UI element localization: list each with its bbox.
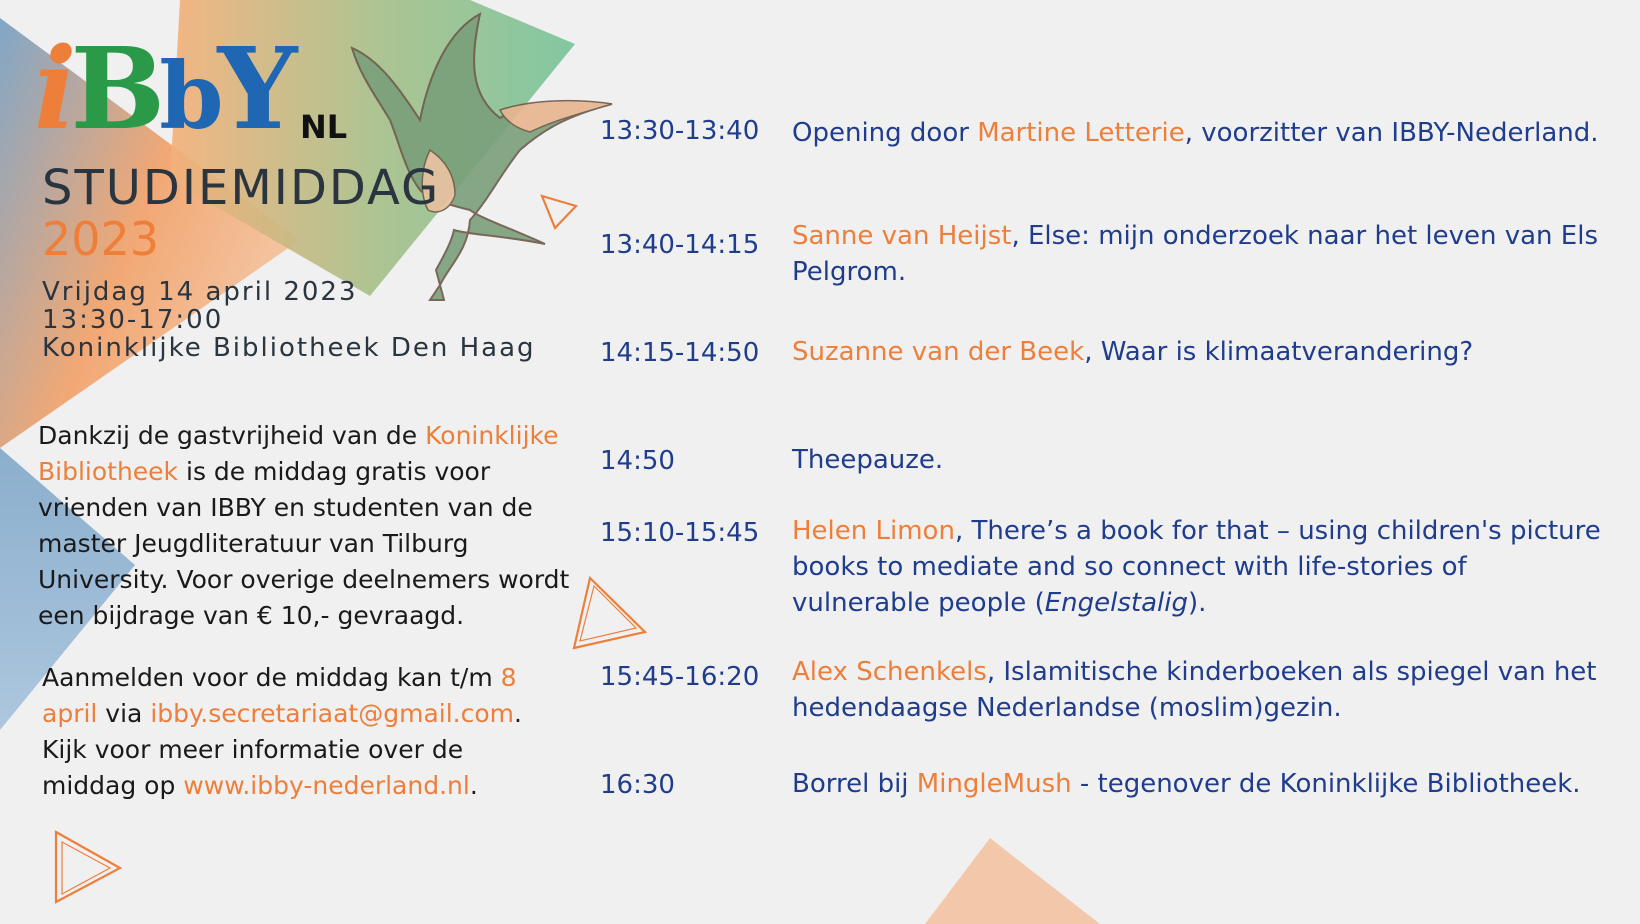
language-note: Engelstalig	[1044, 588, 1188, 618]
website-link[interactable]: www.ibby-nederland.nl	[183, 771, 470, 800]
schedule-text: , Islamitische kinderboeken als spiegel van het hedendaagse Nederlandse (moslim)gezin.	[792, 657, 1597, 723]
speaker-name: Sanne van Heijst	[792, 221, 1012, 251]
schedule-text: Borrel bij	[792, 769, 917, 799]
logo-letter-b: B	[70, 24, 160, 155]
schedule-text: Theepauze.	[792, 445, 944, 475]
schedule-time: 13:40-14:15	[600, 230, 760, 260]
page-title: STUDIEMIDDAG	[42, 160, 441, 216]
reg-text-more: . Kijk voor meer informatie over de middag op	[42, 699, 522, 800]
schedule-text: , There’s a book for that – using children's picture books to mediate and so connect with life-stories of vulnerable people (	[792, 516, 1601, 618]
speaker-name: Alex Schenkels	[792, 657, 987, 687]
schedule-text: ).	[1187, 588, 1207, 618]
schedule-time: 13:30-13:40	[600, 116, 760, 146]
triangle-outline-icon-1	[542, 196, 576, 228]
intro-text-cont: is de middag gratis voor vrienden van IBBY en studenten van de master Jeugdliteratuur van Tilburg University. Voor overige deelnemers wordt een bijdrage van € 10,- gevraagd.	[38, 457, 570, 630]
reg-text-via: via	[97, 699, 151, 728]
event-info	[42, 278, 536, 362]
schedule-item	[792, 513, 1612, 621]
schedule-item	[792, 334, 1612, 370]
intro-paragraph	[38, 418, 588, 634]
speaker-name: Suzanne van der Beek	[792, 337, 1085, 367]
schedule-time: 14:50	[600, 446, 675, 476]
logo-letter-i: i	[34, 24, 71, 155]
schedule-item	[792, 654, 1612, 726]
schedule-time: 15:45-16:20	[600, 662, 760, 692]
reg-text: Aanmelden voor de middag kan t/m	[42, 663, 501, 692]
schedule-time: 14:15-14:50	[600, 338, 760, 368]
registration-paragraph	[42, 660, 562, 804]
kb-link[interactable]: Koninklijke Bibliotheek	[38, 421, 559, 486]
logo-letter-y: Y	[217, 24, 292, 155]
venue-name: MingleMush	[916, 769, 1072, 799]
schedule-text: , Waar is klimaatverandering?	[1084, 337, 1474, 367]
schedule-time: 16:30	[600, 770, 675, 800]
schedule-item	[792, 218, 1612, 290]
logo-letter-b-small: b	[159, 42, 218, 150]
schedule-time: 15:10-15:45	[600, 518, 760, 548]
event-date: Vrijdag 14 april 2023	[42, 277, 358, 307]
schedule-item	[792, 766, 1612, 802]
reg-text-end: .	[469, 771, 478, 800]
schedule-text: , Else: mijn onderzoek naar het leven van Els Pelgrom.	[792, 221, 1599, 287]
email-link[interactable]: ibby.secretariaat@gmail.com	[150, 699, 515, 728]
logo-suffix: NL	[300, 108, 348, 146]
event-year: 2023	[42, 212, 160, 266]
speaker-name: Martine Letterie	[977, 118, 1185, 148]
intro-text: Dankzij de gastvrijheid van de	[38, 421, 426, 450]
schedule-item	[792, 442, 1612, 478]
schedule-text: , voorzitter van IBBY-Nederland.	[1184, 118, 1599, 148]
reg-deadline: 8 april	[42, 663, 517, 728]
schedule-text: - tegenover de Koninklijke Bibliotheek.	[1071, 769, 1581, 799]
schedule-item	[792, 115, 1612, 151]
event-location: Koninklijke Bibliotheek Den Haag	[42, 333, 536, 363]
schedule-text: Opening door	[792, 118, 978, 148]
event-time: 13:30-17:00	[42, 305, 224, 335]
speaker-name: Helen Limon	[792, 516, 955, 546]
bottom-peach-triangle	[925, 838, 1100, 924]
